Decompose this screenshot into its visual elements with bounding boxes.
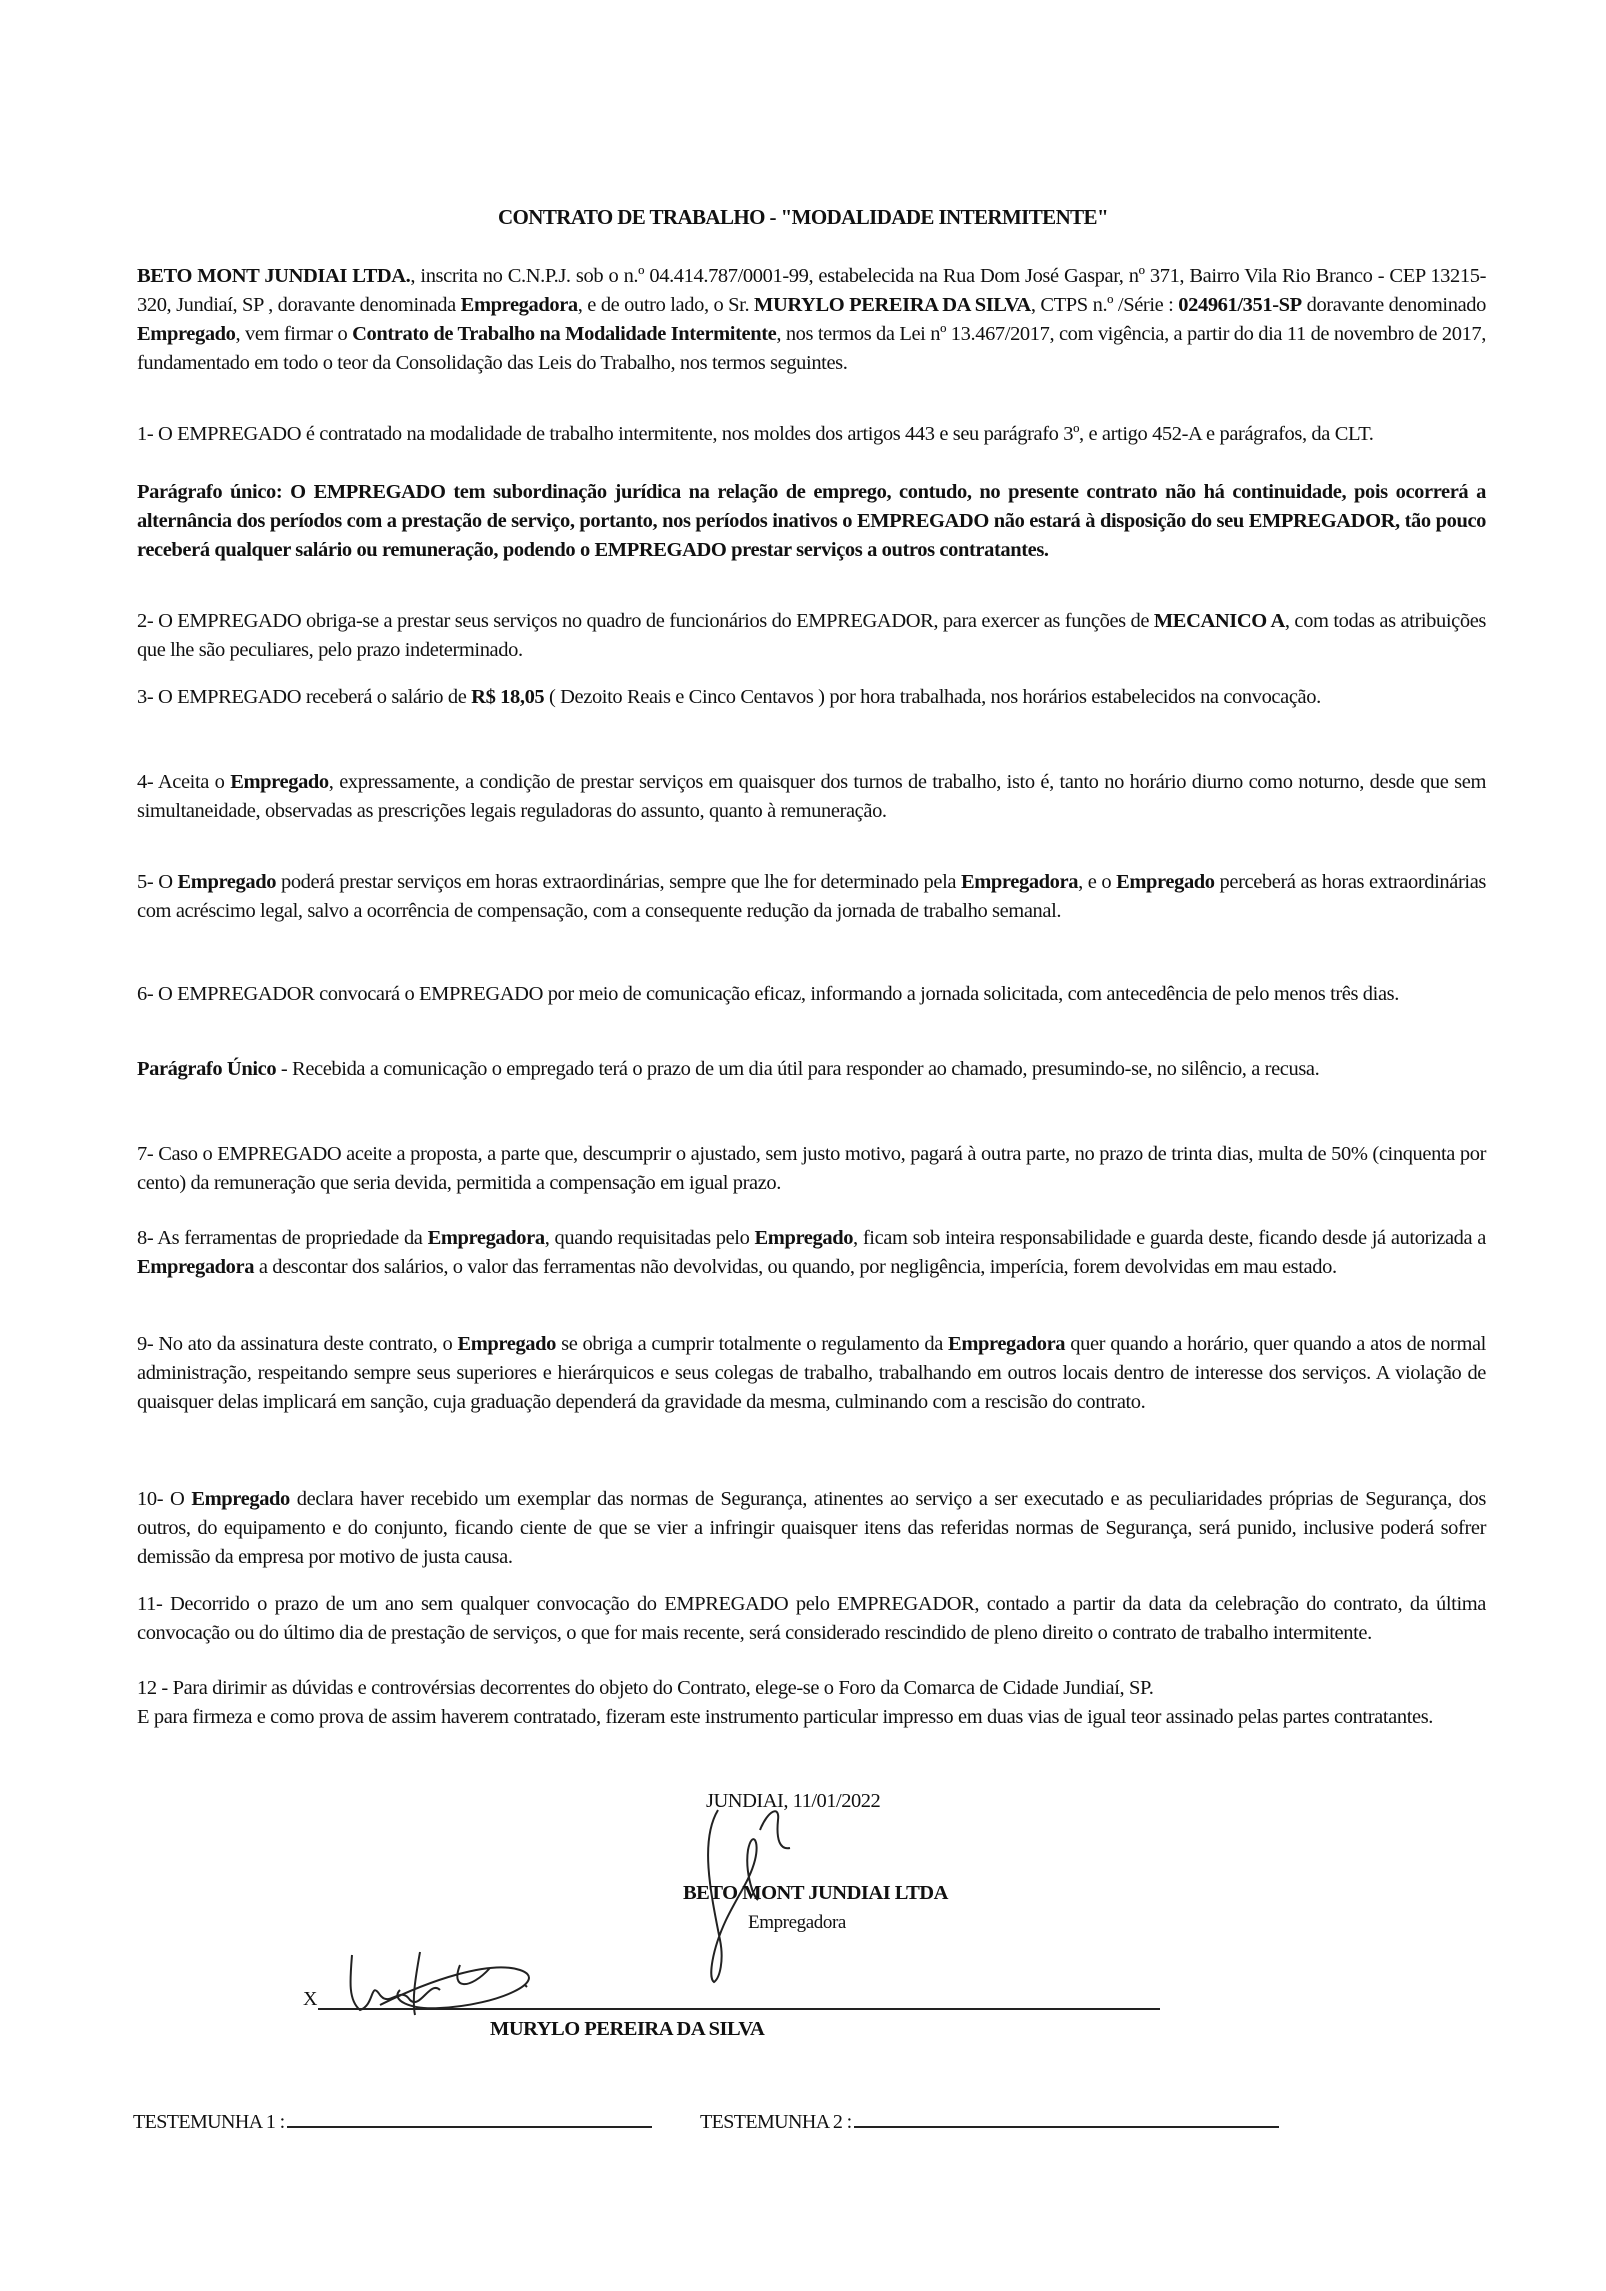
clause-1	[137, 420, 1486, 449]
term-empregado: Empregado	[754, 1227, 854, 1249]
clause-text: 5- O	[137, 871, 178, 893]
term-empregadora: Empregadora	[137, 1256, 255, 1278]
clause-1-sole-paragraph	[137, 478, 1486, 565]
term-empregado: Empregado	[191, 1488, 290, 1510]
witness-1	[133, 2108, 652, 2134]
employer-role: Empregadora	[460, 294, 578, 316]
clause-9	[137, 1330, 1486, 1417]
job-role: MECANICO A	[1153, 610, 1285, 632]
employee-name: MURYLO PEREIRA DA SILVA	[754, 294, 1031, 316]
employer-name: BETO MONT JUNDIAI LTDA.	[137, 265, 411, 287]
clause-text: se obriga a cumprir totalmente o regulamento da	[556, 1333, 949, 1355]
place-date: JUNDIAI, 11/01/2022	[706, 1790, 881, 1812]
clause-12	[137, 1674, 1486, 1703]
paragraph-label: Parágrafo Único	[137, 1058, 277, 1080]
clause-text: , com todas as atribuições que lhe são peculiares, pelo prazo indeterminado.	[137, 610, 1486, 661]
witness-1-signature-line	[287, 2108, 652, 2128]
clause-1-paragraph-text: Parágrafo único: O EMPREGADO tem subordinação jurídica na relação de emprego, contudo, no presente contrato não há continuidade, pois ocorrerá a alternância dos períodos com a prestação de serviço, portanto, nos períodos inativos o EMPREGADO não estará à disposição do seu EMPREGADOR, tão pouco receberá qualquer salário ou remuneração, podendo o EMPREGADO prestar serviços a outros contratantes.	[137, 481, 1486, 561]
term-empregadora: Empregadora	[948, 1333, 1066, 1355]
intro-paragraph	[137, 262, 1486, 378]
clause-text: 10- O	[137, 1488, 192, 1510]
clause-12-text: 12 - Para dirimir as dúvidas e controvérsias decorrentes do objeto do Contrato, elege-se o Foro da Comarca de Cidade Jundiaí, SP.	[137, 1677, 1154, 1699]
term-empregadora: Empregadora	[427, 1227, 545, 1249]
witness-1-label: TESTEMUNHA 1 :	[133, 2111, 285, 2133]
employee-signatory-name: MURYLO PEREIRA DA SILVA	[490, 2018, 765, 2040]
clause-6-sole-paragraph	[137, 1055, 1486, 1084]
clause-text: poderá prestar serviços em horas extraordinárias, sempre que lhe for determinado pela	[276, 871, 961, 893]
clause-text: ( Dezoito Reais e Cinco Centavos ) por hora trabalhada, nos horários estabelecidos na convocação.	[544, 686, 1321, 708]
ctps-number: 024961/351-SP	[1178, 294, 1302, 316]
clause-6	[137, 980, 1486, 1009]
clause-text: declara haver recebido um exemplar das normas de Segurança, atinentes ao serviço a ser executado e as peculiaridades próprias de Segurança, dos outros, do equipamento e do conjunto, ficando ciente de que se vier a infringir quaisquer itens das referidas normas de Segurança, será punido, inclusive poderá sofrer demissão da empresa por motivo de justa causa.	[137, 1488, 1486, 1568]
clause-text: 2- O EMPREGADO obriga-se a prestar seus serviços no quadro de funcionários do EMPREGADOR, para exercer as funções de	[137, 610, 1154, 632]
signature-x-mark: X	[303, 1988, 318, 2010]
witness-2-label: TESTEMUNHA 2 :	[700, 2111, 852, 2133]
employer-signatory-role: Empregadora	[748, 1912, 846, 1933]
clause-text: a descontar dos salários, o valor das ferramentas não devolvidas, ou quando, por negligência, imperícia, forem devolvidas em mau estado.	[254, 1256, 1337, 1278]
clause-11-text: 11- Decorrido o prazo de um ano sem qualquer convocação do EMPREGADO pelo EMPREGADOR, contado a partir da data da celebração do contrato, da última convocação ou do último dia de prestação de serviços, o que for mais recente, será considerado rescindido de pleno direito o contrato de trabalho intermitente.	[137, 1593, 1486, 1644]
term-empregado: Empregado	[457, 1333, 556, 1355]
intro-text: , CTPS n.º /Série :	[1030, 294, 1179, 316]
clause-text: 4- Aceita o	[137, 771, 231, 793]
employer-signatory-name: BETO MONT JUNDIAI LTDA	[683, 1882, 948, 1904]
term-empregadora: Empregadora	[960, 871, 1079, 893]
clause-10	[137, 1485, 1486, 1572]
clause-text: quer quando a horário, quer quando a atos de normal administração, respeitando sempre seus superiores e hierárquicos e seus colegas de trabalho, trabalhando em outros locais dentro de interesse dos serviços. A violação de quaisquer delas implicará em sanção, cuja graduação dependerá da gravidade da mesma, culminando com a rescisão do contrato.	[137, 1333, 1486, 1413]
employee-role: Empregado	[137, 323, 236, 345]
closing-text: E para firmeza e como prova de assim haverem contratado, fizeram este instrumento particular impresso em duas vias de igual teor assinado pelas partes contratantes.	[137, 1706, 1433, 1728]
clause-text: , quando requisitadas pelo	[544, 1227, 755, 1249]
clause-1-text: 1- O EMPREGADO é contratado na modalidade de trabalho intermitente, nos moldes dos artigos 443 e seu parágrafo 3º, e artigo 452-A e parágrafos, da CLT.	[137, 423, 1374, 445]
term-empregado: Empregado	[230, 771, 329, 793]
clause-7	[137, 1140, 1486, 1198]
clause-8	[137, 1224, 1486, 1282]
contract-name: Contrato de Trabalho na Modalidade Intermitente	[352, 323, 777, 345]
employee-signature-line	[318, 2008, 1160, 2010]
clause-5	[137, 868, 1486, 926]
salary-amount: R$ 18,05	[471, 686, 545, 708]
clause-11	[137, 1590, 1486, 1648]
intro-text: doravante denominado	[1301, 294, 1486, 316]
term-empregado: Empregado	[1116, 871, 1215, 893]
clause-text: - Recebida a comunicação o empregado terá o prazo de um dia útil para responder ao chamado, presumindo-se, no silêncio, a recusa.	[276, 1058, 1320, 1080]
closing-statement	[137, 1703, 1486, 1732]
clause-4	[137, 768, 1486, 826]
clause-7-text: 7- Caso o EMPREGADO aceite a proposta, a parte que, descumprir o ajustado, sem justo motivo, pagará à outra parte, no prazo de trinta dias, multa de 50% (cinquenta por cento) da remuneração que seria devida, permitida a compensação em igual prazo.	[137, 1143, 1486, 1194]
term-empregado: Empregado	[177, 871, 277, 893]
clause-text: , ficam sob inteira responsabilidade e guarda deste, ficando desde já autorizada a	[853, 1227, 1486, 1249]
clause-3	[137, 683, 1486, 712]
clause-text: 3- O EMPREGADO receberá o salário de	[137, 686, 472, 708]
witness-2	[700, 2108, 1279, 2134]
intro-text: , vem firmar o	[235, 323, 353, 345]
witness-2-signature-line	[854, 2108, 1279, 2128]
intro-text: , e de outro lado, o Sr.	[577, 294, 754, 316]
clause-text: , e o	[1078, 871, 1117, 893]
clause-text: 9- No ato da assinatura deste contrato, o	[137, 1333, 458, 1355]
clause-2	[137, 607, 1486, 665]
intro-text: , nos termos da Lei nº 13.467/2017, com vigência, a partir do dia 11 de novembro de 2017, fundamentado em todo o teor da Consolidação das Leis do Trabalho, nos termos seguintes.	[137, 323, 1487, 374]
clause-6-text: 6- O EMPREGADOR convocará o EMPREGADO por meio de comunicação eficaz, informando a jornada solicitada, com antecedência de pelo menos três dias.	[137, 983, 1399, 1005]
intro-text: , inscrita no C.N.P.J. sob o n.º 04.414.787/0001-99, estabelecida na Rua Dom José Gaspar, nº 371, Bairro Vila Rio Branco - CEP 13215-320, Jundiaí, SP , doravante denominada	[137, 265, 1486, 316]
clause-text: 8- As ferramentas de propriedade da	[137, 1227, 428, 1249]
clause-text: perceberá as horas extraordinárias com acréscimo legal, salvo a ocorrência de compensação, com a consequente redução da jornada de trabalho semanal.	[137, 871, 1486, 922]
document-title: CONTRATO DE TRABALHO - "MODALIDADE INTERMITENTE"	[497, 205, 1109, 229]
clause-text: , expressamente, a condição de prestar serviços em quaisquer dos turnos de trabalho, isto é, tanto no horário diurno como noturno, desde que sem simultaneidade, observadas as prescrições legais reguladoras do assunto, quanto à remuneração.	[137, 771, 1487, 822]
